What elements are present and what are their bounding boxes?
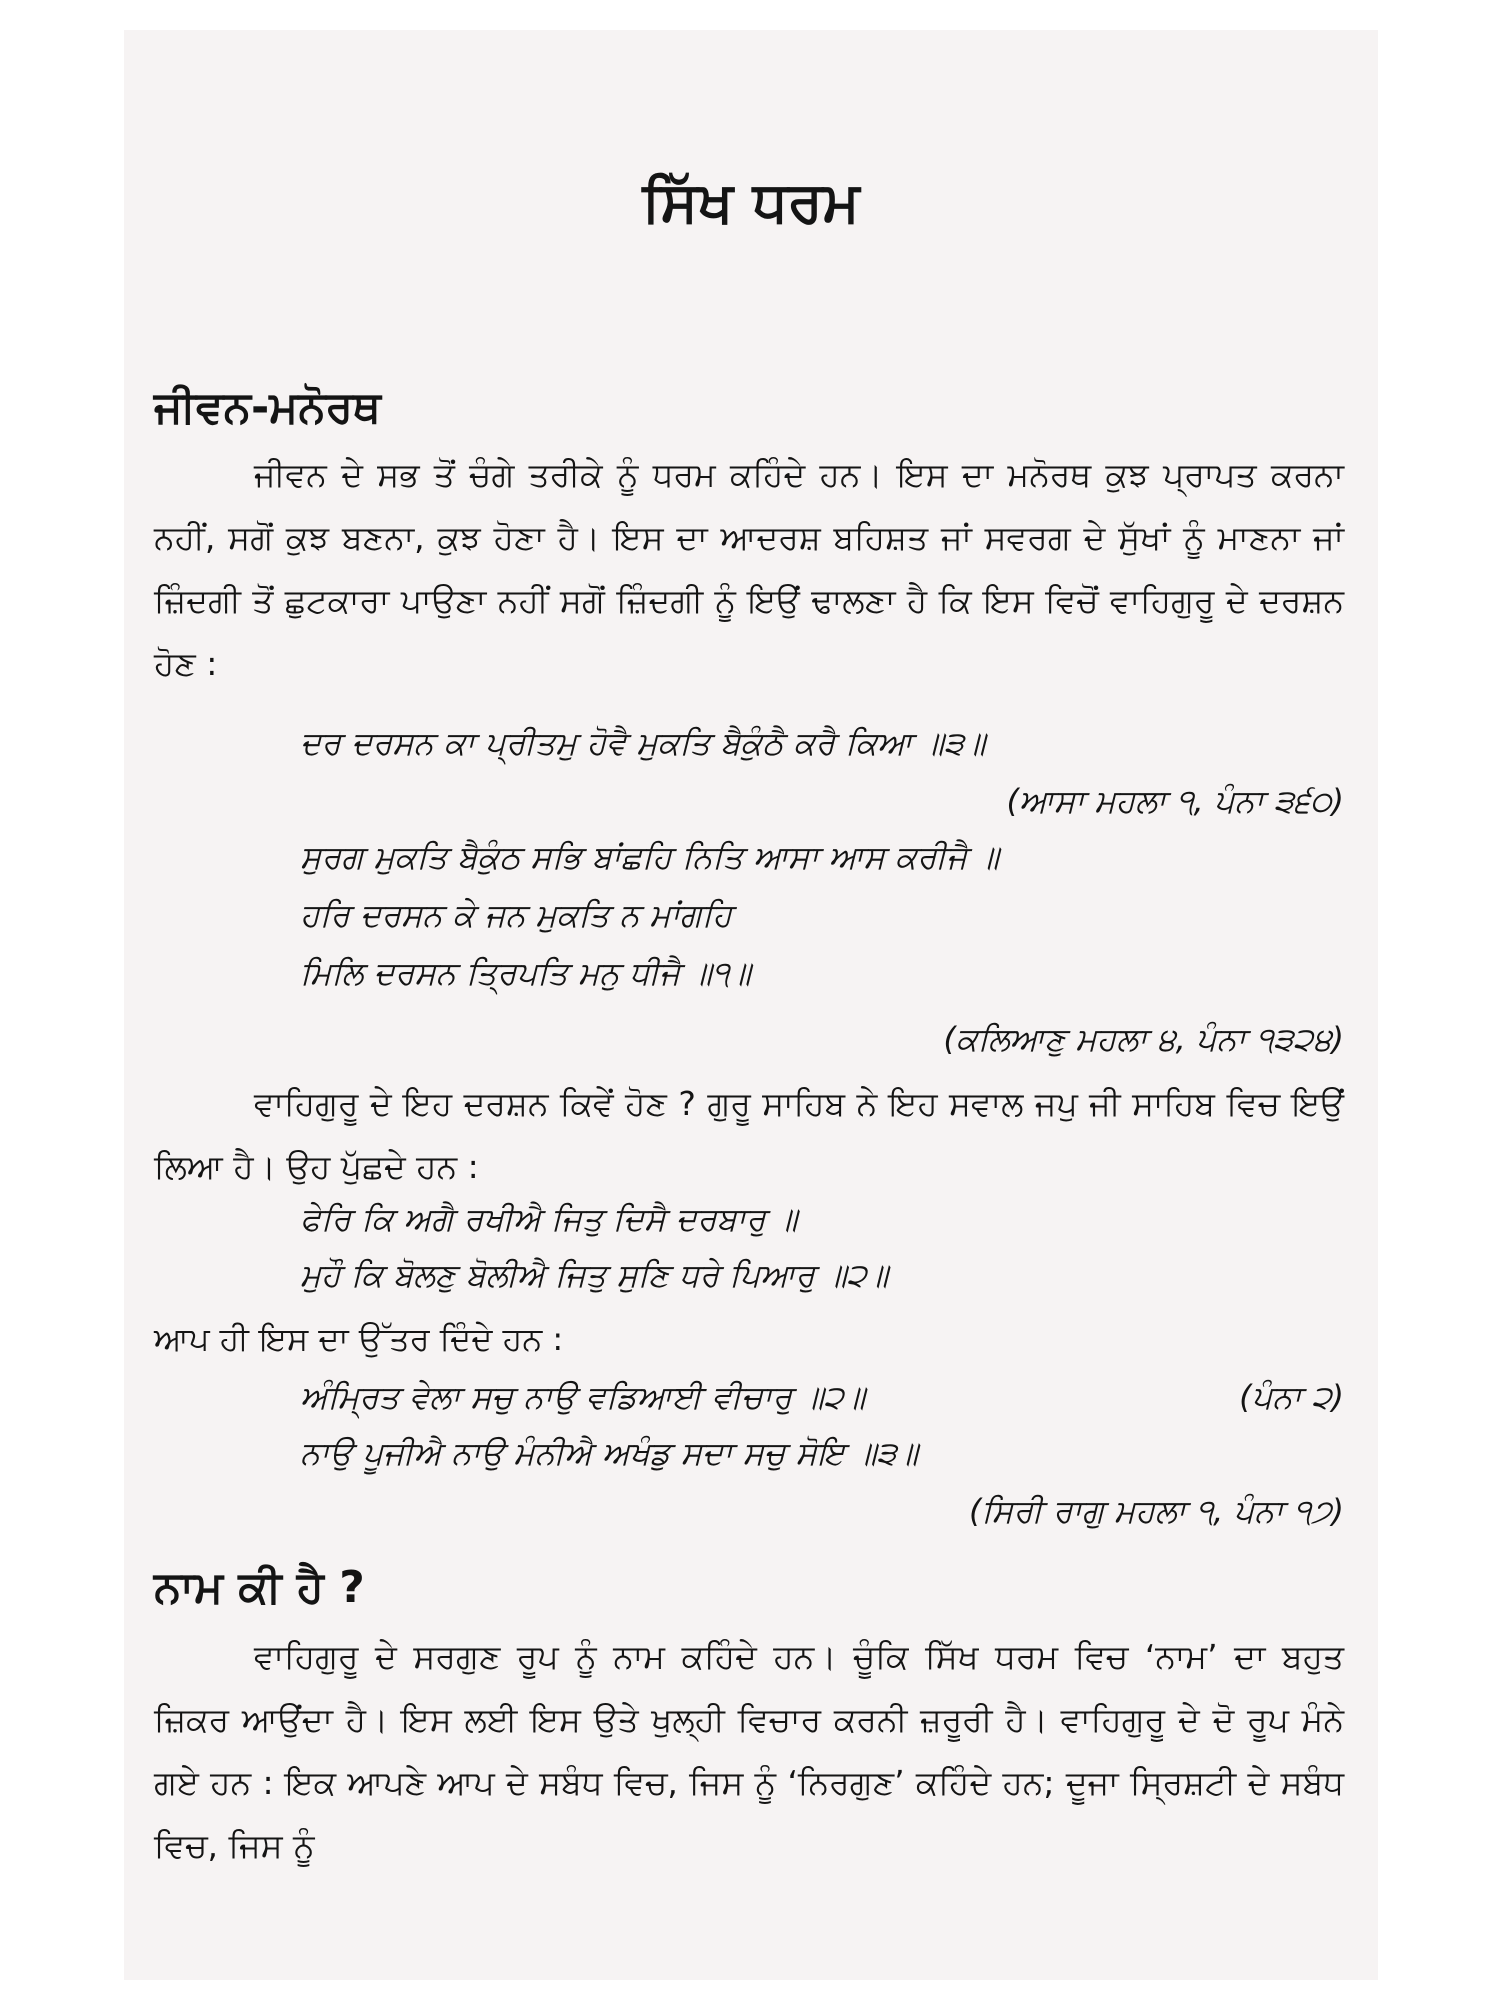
section-heading-naam: ਨਾਮ ਕੀ ਹੈ ? — [154, 1562, 365, 1613]
verse-reference: (ਪੰਨਾ ੨) — [1239, 1378, 1344, 1416]
verse-line: ਹਰਿ ਦਰਸਨ ਕੇ ਜਨ ਮੁਕਤਿ ਨ ਮਾਂਗਹਿ — [300, 896, 732, 934]
book-page — [124, 30, 1378, 1980]
verse-line: ਅੰਮ੍ਰਿਤ ਵੇਲਾ ਸਚੁ ਨਾਉ ਵਡਿਆਈ ਵੀਚਾਰੁ ॥੨॥ — [300, 1378, 866, 1416]
verse-line: ਮਿਲਿ ਦਰਸਨ ਤ੍ਰਿਪਤਿ ਮਨੁ ਧੀਜੈ ॥੧॥ — [300, 954, 751, 992]
page-title: ਸਿੱਖ ਧਰਮ — [642, 170, 860, 235]
verse-line: ਨਾਉ ਪੂਜੀਐ ਨਾਉ ਮੰਨੀਐ ਅਖੰਡੁ ਸਦਾ ਸਚੁ ਸੋਇ ॥੩॥ — [300, 1434, 918, 1472]
verse-line: ਮੁਹੌ ਕਿ ਬੋਲਣੁ ਬੋਲੀਐ ਜਿਤੁ ਸੁਣਿ ਧਰੇ ਪਿਆਰੁ ॥੨॥ — [300, 1256, 889, 1294]
verse-line: ਸੁਰਗ ਮੁਕਤਿ ਬੈਕੁੰਠ ਸਭਿ ਬਾਂਛਹਿ ਨਿਤਿ ਆਸਾ ਆਸ ਕਰੀਜੈ ॥ — [300, 838, 999, 876]
verse-reference: (ਕਲਿਆਣੁ ਮਹਲਾ ੪, ਪੰਨਾ ੧੩੨੪) — [943, 1020, 1344, 1058]
paragraph-question: ਵਾਹਿਗੁਰੂ ਦੇ ਇਹ ਦਰਸ਼ਨ ਕਿਵੇਂ ਹੋਣ ? ਗੁਰੂ ਸਾਹਿਬ ਨੇ ਇਹ ਸਵਾਲ ਜਪੁ ਜੀ ਸਾਹਿਬ ਵਿਚ ਇਉਂ ਲਿਆ ਹੈ। ਉਹ ਪੁੱਛਦੇ ਹਨ : — [154, 1084, 1344, 1186]
section-heading-jeevan: ਜੀਵਨ-ਮਨੋਰਥ — [154, 382, 381, 433]
paragraph-intro: ਜੀਵਨ ਦੇ ਸਭ ਤੋਂ ਚੰਗੇ ਤਰੀਕੇ ਨੂੰ ਧਰਮ ਕਹਿੰਦੇ ਹਨ। ਇਸ ਦਾ ਮਨੋਰਥ ਕੁਝ ਪ੍ਰਾਪਤ ਕਰਨਾ ਨਹੀਂ, ਸਗੋਂ ਕੁਝ ਬਣਨਾ, ਕੁਝ ਹੋਣਾ ਹੈ। ਇਸ ਦਾ ਆਦਰਸ਼ ਬਹਿਸ਼ਤ ਜਾਂ ਸਵਰਗ ਦੇ ਸੁੱਖਾਂ ਨੂੰ ਮਾਣਨਾ ਜਾਂ ਜ਼ਿੰਦਗੀ ਤੋਂ ਛੁਟਕਾਰਾ ਪਾਉਣਾ ਨਹੀਂ ਸਗੋਂ ਜ਼ਿੰਦਗੀ ਨੂੰ ਇਉਂ ਢਾਲਣਾ ਹੈ ਕਿ ਇਸ ਵਿਚੋਂ ਵਾਹਿਗੁਰੂ ਦੇ ਦਰਸ਼ਨ ਹੋਣ : — [154, 455, 1344, 683]
verse-line: ਫੇਰਿ ਕਿ ਅਗੈ ਰਖੀਐ ਜਿਤੁ ਦਿਸੈ ਦਰਬਾਰੁ ॥ — [300, 1200, 798, 1238]
paragraph-naam: ਵਾਹਿਗੁਰੂ ਦੇ ਸਰਗੁਣ ਰੂਪ ਨੂੰ ਨਾਮ ਕਹਿੰਦੇ ਹਨ। ਚੂੰਕਿ ਸਿੱਖ ਧਰਮ ਵਿਚ ‘ਨਾਮ’ ਦਾ ਬਹੁਤ ਜ਼ਿਕਰ ਆਉਂਦਾ ਹੈ। ਇਸ ਲਈ ਇਸ ਉਤੇ ਖੁਲ੍ਹੀ ਵਿਚਾਰ ਕਰਨੀ ਜ਼ਰੂਰੀ ਹੈ। ਵਾਹਿਗੁਰੂ ਦੇ ਦੋ ਰੂਪ ਮੰਨੇ ਗਏ ਹਨ : ਇਕ ਆਪਣੇ ਆਪ ਦੇ ਸਬੰਧ ਵਿਚ, ਜਿਸ ਨੂੰ ‘ਨਿਰਗੁਣ’ ਕਹਿੰਦੇ ਹਨ; ਦੂਜਾ ਸ੍ਰਿਸ਼ਟੀ ਦੇ ਸਬੰਧ ਵਿਚ, ਜਿਸ ਨੂੰ — [154, 1637, 1344, 1865]
verse-line: ਦਰ ਦਰਸਨ ਕਾ ਪ੍ਰੀਤਮੁ ਹੋਵੈ ਮੁਕਤਿ ਬੈਕੁੰਠੈ ਕਰੈ ਕਿਆ ॥੩॥ — [300, 724, 986, 762]
answer-line: ਆਪ ਹੀ ਇਸ ਦਾ ਉੱਤਰ ਦਿੰਦੇ ਹਨ : — [154, 1320, 564, 1358]
verse-reference: (ਆਸਾ ਮਹਲਾ ੧, ਪੰਨਾ ੩੬੦) — [1006, 782, 1344, 820]
verse-reference: (ਸਿਰੀ ਰਾਗੁ ਮਹਲਾ ੧, ਪੰਨਾ ੧੭) — [968, 1492, 1344, 1530]
